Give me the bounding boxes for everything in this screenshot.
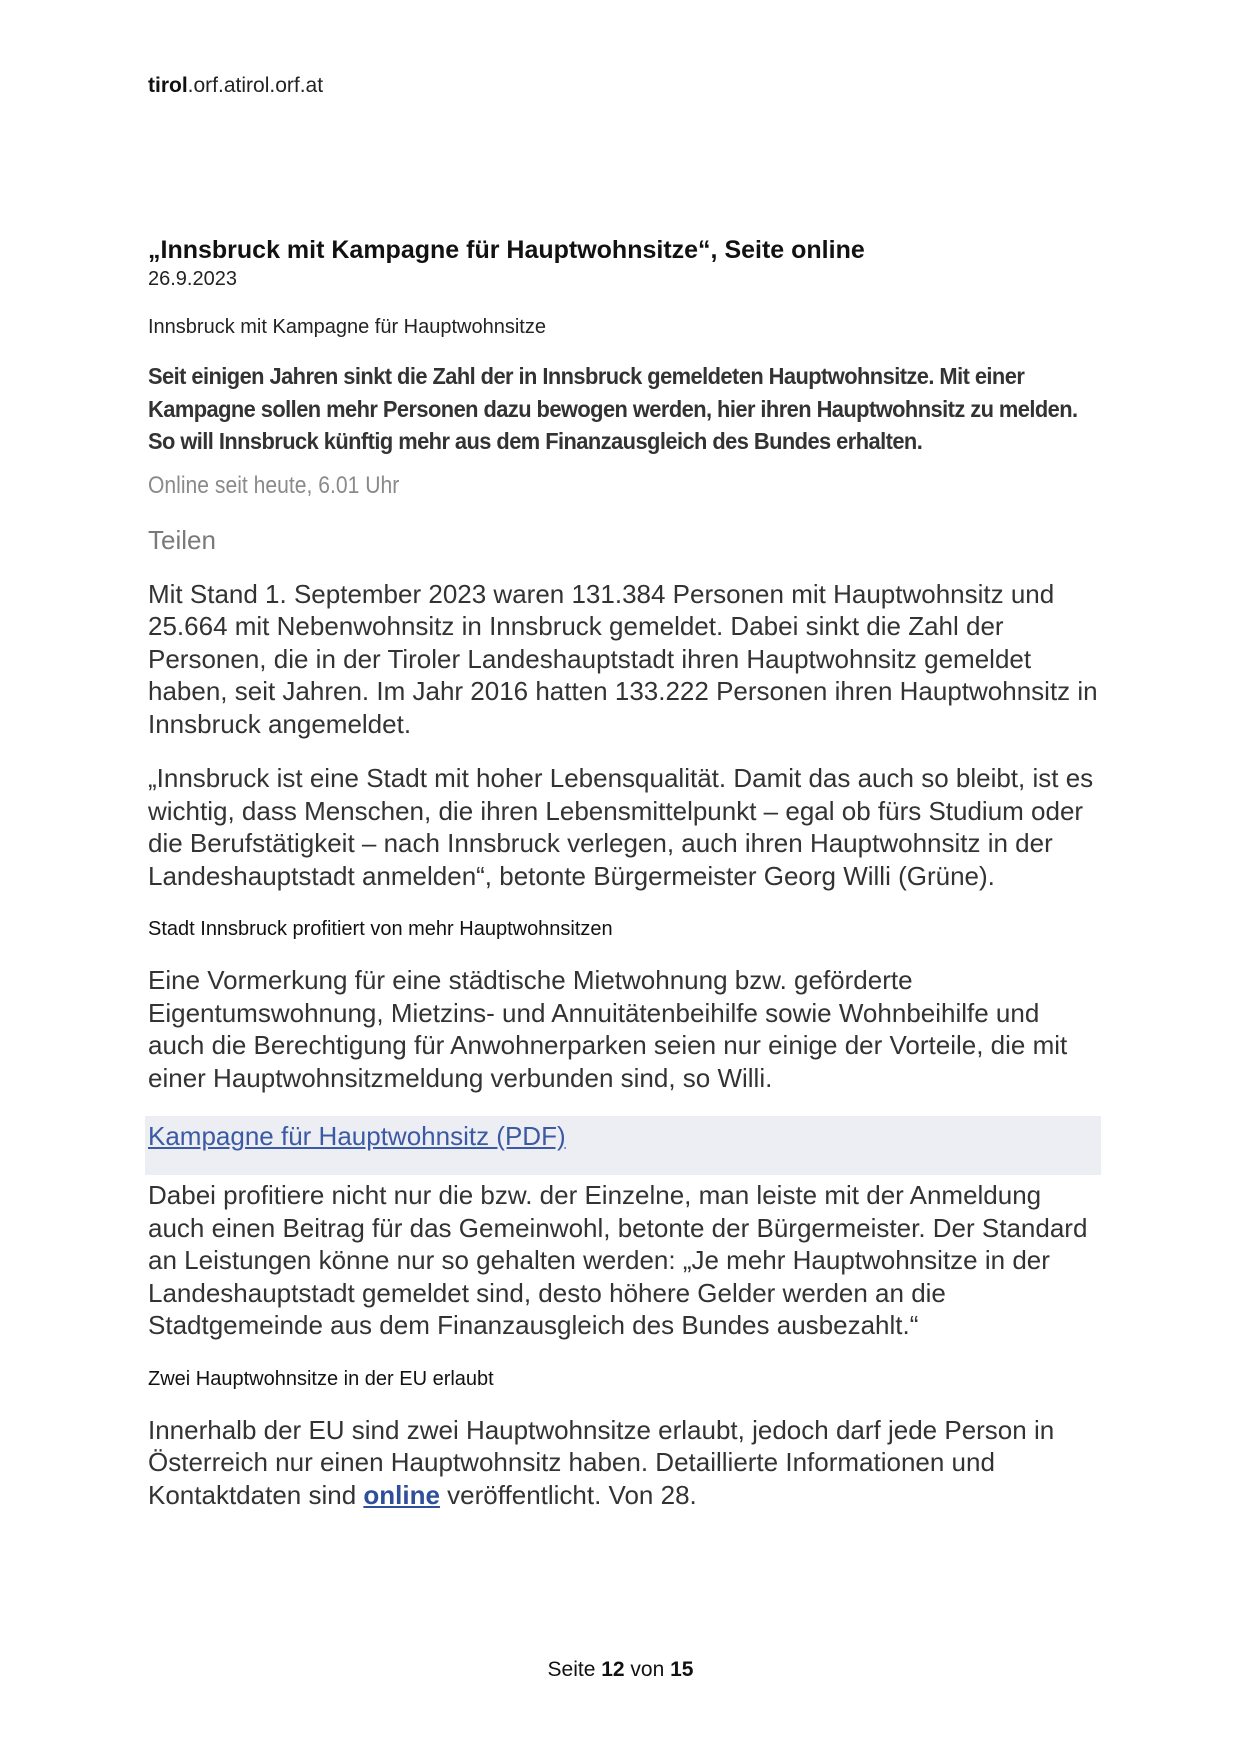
article-lead: Seit einigen Jahren sinkt die Zahl der in Innsbruck gemeldeten Hauptwohnsitze. Mit einer Kampagne sollen mehr Personen dazu bewogen werden, hier ihren Hauptwohnsitz zu melden. So will Innsbruck künftig mehr aus dem Finanzausgleich des Bundes erhalten.	[148, 363, 1078, 454]
pdf-link-box	[145, 1116, 1101, 1175]
share-button[interactable]: Teilen	[148, 524, 216, 555]
source-bold: tirol	[148, 74, 188, 97]
footer-middle: von	[624, 1658, 671, 1681]
article-title: Innsbruck mit Kampagne für Hauptwohnsitze	[148, 316, 546, 338]
source-header	[148, 74, 323, 98]
document-title: „Innsbruck mit Kampagne für Hauptwohnsitze“, Seite online	[148, 236, 865, 264]
source-rest: .orf.atirol.orf.at	[187, 74, 324, 97]
pdf-link[interactable]: Kampagne für Hauptwohnsitz (PDF)	[148, 1121, 566, 1151]
article-timestamp: Online seit heute, 6.01 Uhr	[148, 471, 400, 499]
online-link[interactable]: online	[363, 1479, 440, 1510]
article-content	[148, 234, 1098, 1511]
footer-page-number: 12	[601, 1658, 625, 1681]
paragraph-2: „Innsbruck ist eine Stadt mit hoher Lebensqualität. Damit das auch so bleibt, ist es wichtig, dass Menschen, die ihren Lebensmittelpunkt – egal ob fürs Studium oder die Berufstätigkeit – nach Innsbruck verlegen, auch ihren Hauptwohnsitz in der Landeshauptstadt anmelden“, betonte Bürgermeister Georg Willi (Grüne).	[148, 763, 1094, 891]
subheading-2: Zwei Hauptwohnsitze in der EU erlaubt	[148, 1367, 494, 1390]
subheading-1: Stadt Innsbruck profitiert von mehr Hauptwohnsitzen	[148, 918, 613, 940]
paragraph-5-text-after: veröffentlicht. Von 28.	[439, 1479, 697, 1510]
paragraph-4: Dabei profitiere nicht nur die bzw. der Einzelne, man leiste mit der Anmeldung auch einen Beitrag für das Gemeinwohl, betonte der Bürgermeister. Der Standard an Leistungen könne nur so gehalten werden: „Je mehr Hauptwohnsitze in der Landeshauptstadt gemeldet sind, desto höhere Gelder werden an die Stadtgemeinde aus dem Finanzausgleich des Bundes ausbezahlt.“	[148, 1180, 1088, 1340]
paragraph-5-text-before: Innerhalb der EU sind zwei Hauptwohnsitze erlaubt, jedoch darf jede Person in Österreich nur einen Hauptwohnsitz haben. Detaillierte Informationen und Kontaktdaten sind	[148, 1414, 1055, 1510]
document-date: 26.9.2023	[148, 268, 237, 290]
paragraph-3: Eine Vormerkung für eine städtische Mietwohnung bzw. geförderte Eigentumswohnung, Mietzins- und Annuitätenbeihilfe sowie Wohnbeihilfe und auch die Berechtigung für Anwohnerparken seien nur einige der Vorteile, die mit einer Hauptwohnsitzmeldung verbunden sind, so Willi.	[148, 965, 1068, 1093]
page-footer	[0, 1658, 1241, 1682]
paragraph-5	[148, 1414, 1098, 1512]
footer-total-pages: 15	[670, 1658, 694, 1681]
paragraph-1: Mit Stand 1. September 2023 waren 131.384 Personen mit Hauptwohnsitz und 25.664 mit Nebenwohnsitz in Innsbruck gemeldet. Dabei sinkt die Zahl der Personen, die in der Tiroler Landeshauptstadt ihren Hauptwohnsitz gemeldet haben, seit Jahren. Im Jahr 2016 hatten 133.222 Personen ihren Hauptwohnsitz in Innsbruck angemeldet.	[148, 578, 1098, 739]
footer-prefix: Seite	[547, 1658, 602, 1681]
